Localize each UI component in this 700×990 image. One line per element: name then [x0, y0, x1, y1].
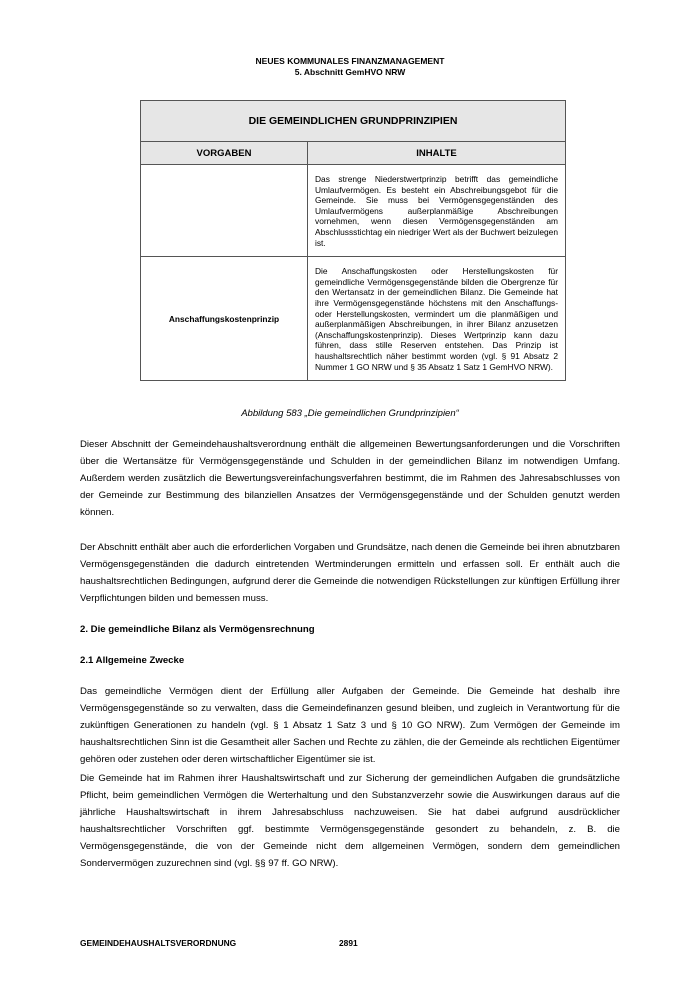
footer-title: GEMEINDEHAUSHALTSVERORDNUNG	[80, 938, 237, 948]
paragraph-3: Das gemeindliche Vermögen dient der Erfüllung aller Aufgaben der Gemeinde. Die Gemeinde hat deshalb ihre Vermögensgegenstände so zu verwalten, dass die Gemeindefinanzen gesund bleiben, und zugleich in Verantwortung für die zukünftigen Generationen zu handeln (vgl. § 1 Absatz 1 Satz 3 und § 10 GO NRW). Zum Vermögen der Gemeinde im haushaltsrechtlichen Sinn ist die Gesamtheit aller Sachen und Rechte zu zählen, die der Gemeinde als rechtlichen Eigentümer gehören oder zustehen oder deren wirtschaftlicher Eigentümer sie ist.	[80, 686, 620, 765]
column-header-vorgaben: VORGABEN	[141, 142, 308, 165]
paragraph-1: Dieser Abschnitt der Gemeindehaushaltsverordnung enthält die allgemeinen Bewertungsanforderungen und die Vorschriften über die Wertansätze für Vermögensgegenstände und Schulden in der gemeindlichen Bilanz im notwendigen Umfang. Außerdem werden zusätzlich die Bewertungsvereinfachungsverfahren bestimmt, die im Rahmen des Jahresabschlusses von der Gemeinde zur Bestimmung des bilanziellen Ansatzes der Vermögensgegenstände und der Schulden genutzt werden können.	[80, 439, 620, 518]
page-header	[0, 56, 700, 78]
inhalt-cell: Die Anschaffungskosten oder Herstellungskosten für gemeindliche Vermögensgegenstände bilden die Obergrenze für den Wertansatz in der gemeindlichen Bilanz. Die Gemeinde hat ihre Vermögensgegenstände höchstens mit den Anschaffungs- oder Herstellungskosten, vermindert um die planmäßigen und außerplanmäßigen Abschreibungen, in ihrer Bilanz anzusetzen (Anschaffungskostenprinzip). Dieses Wertprinzip kann dazu führen, dass stille Reserven entstehen. Das Prinzip ist haushaltsrechtlich näher bestimmt worden (vgl. § 91 Absatz 2 Nummer 1 GO NRW und § 35 Absatz 1 Satz 1 GemHVO NRW).	[308, 257, 566, 381]
principles-table	[140, 100, 566, 381]
page-footer	[80, 938, 620, 948]
vorgabe-cell	[141, 165, 308, 257]
figure-caption: Abbildung 583 „Die gemeindlichen Grundprinzipien“	[241, 408, 459, 419]
table-title: DIE GEMEINDLICHEN GRUNDPRINZIPIEN	[141, 101, 566, 142]
inhalt-cell: Das strenge Niederstwertprinzip betrifft das gemeindliche Umlaufvermögen. Es besteht ein Abschreibungsgebot für die Gemeinde. Sie muss bei Vermögensgegenständen des Umlaufvermögens außerplanmäßige Abschreibungen vornehmen, wenn diesen Vermögensgegenständen am Abschlussstichtag ein niedriger Wert als der Buchwert beizulegen ist.	[308, 165, 566, 257]
page-number: 2891	[339, 938, 358, 948]
column-header-inhalte: INHALTE	[308, 142, 566, 165]
subsection-heading: 2.1 Allgemeine Zwecke	[80, 655, 185, 666]
header-line-2: 5. Abschnitt GemHVO NRW	[294, 67, 406, 77]
paragraph-4: Die Gemeinde hat im Rahmen ihrer Haushaltswirtschaft und zur Sicherung der gemeindlichen Aufgaben die grundsätzliche Pflicht, beim gemeindlichen Vermögen die Werterhaltung und den Substanzverzehr sowie die Auswirkungen daraus auf die jährliche Haushaltswirtschaft in ihrem Jahresabschluss nachzuweisen. Sie hat dabei aufgrund ausdrücklicher haushaltsrechtlicher Vorschriften ggf. bestimmte Vermögensgegenstände gesondert zu behandeln, z. B. die Vermögensgegenstände, die von der Gemeinde nicht dem allgemeinen Vermögen, sondern dem gemeindlichen Sondervermögen zuzurechnen sind (vgl. §§ 97 ff. GO NRW).	[80, 773, 620, 869]
header-line-1: NEUES KOMMUNALES FINANZMANAGEMENT	[255, 56, 445, 66]
table-row	[141, 257, 566, 381]
section-heading: 2. Die gemeindliche Bilanz als Vermögensrechnung	[80, 624, 315, 635]
vorgabe-cell: Anschaffungskostenprinzip	[141, 257, 308, 381]
paragraph-2: Der Abschnitt enthält aber auch die erforderlichen Vorgaben und Grundsätze, nach denen die Gemeinde bei ihren abnutzbaren Vermögensgegenständen die dadurch eintretenden Wertminderungen ermitteln und erfassen soll. Er enthält auch die haushaltsrechtlichen Bedingungen, aufgrund derer die Gemeinde die notwendigen Rückstellungen zur künftigen Erfüllung ihrer Verpflichtungen bilden und bemessen muss.	[80, 542, 620, 604]
table-row	[141, 165, 566, 257]
